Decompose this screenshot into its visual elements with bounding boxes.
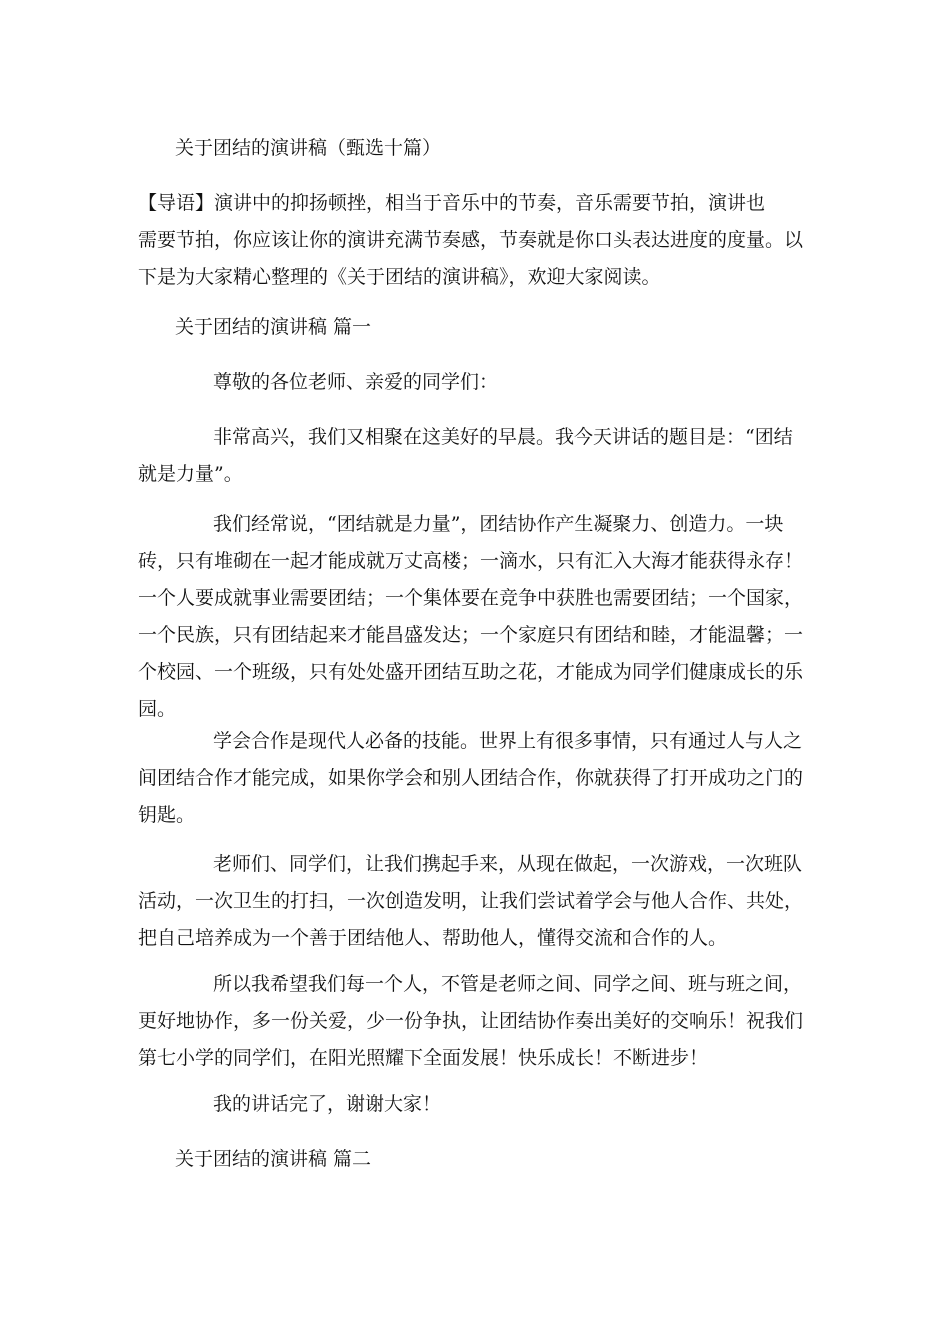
paragraph-5-line-2: 更好地协作，多一份关爱，少一份争执，让团结协作奏出美好的交响乐！祝我们 [138,1010,804,1032]
paragraph-3 [138,723,803,834]
paragraph-4-line-3: 把自己培养成为一个善于团结他人、帮助他人，懂得交流和合作的人。 [138,927,728,949]
paragraph-3-line-3: 钥匙。 [138,804,196,826]
paragraph-4-line-1: 老师们、同学们，让我们携起手来，从现在做起，一次游戏，一次班队 [213,853,803,875]
closing-line: 我的讲话完了，谢谢大家！ [213,1093,442,1115]
paragraph-2-line-2: 砖，只有堆砌在一起才能成就万丈高楼；一滴水，只有汇入大海才能获得永存！ [138,550,804,572]
paragraph-1-line-1: 非常高兴，我们又相聚在这美好的早晨。我今天讲话的题目是：“团结 [213,426,793,448]
paragraph-4-line-2: 活动，一次卫生的打扫，一次创造发明，让我们尝试着学会与他人合作、共处， [138,890,804,912]
paragraph-5-line-1: 所以我希望我们每一个人，不管是老师之间、同学之间、班与班之间， [213,973,803,995]
intro-line-1: 【导语】演讲中的抑扬顿挫，相当于音乐中的节奏，音乐需要节拍，演讲也 [138,192,766,214]
document-title: 关于团结的演讲稿（甄选十篇） [175,137,442,159]
paragraph-1-line-2: 就是力量”。 [138,463,243,485]
paragraph-3-line-1: 学会合作是现代人必备的技能。世界上有很多事情，只有通过人与人之 [213,730,803,752]
paragraph-2-line-5: 个校园、一个班级，只有处处盛开团结互助之花，才能成为同学们健康成长的乐 [138,661,804,683]
paragraph-2-line-3: 一个人要成就事业需要团结；一个集体要在竞争中获胜也需要团结；一个国家， [138,587,804,609]
paragraph-2-line-6: 园。 [138,698,177,720]
paragraph-4 [138,846,803,957]
paragraph-2 [138,506,803,728]
paragraph-2-line-4: 一个民族，只有团结起来才能昌盛发达；一个家庭只有团结和睦，才能温馨；一 [138,624,804,646]
paragraph-1 [138,419,793,493]
section-heading-2: 关于团结的演讲稿 篇二 [175,1148,372,1170]
paragraph-3-line-2: 间团结合作才能完成，如果你学会和别人团结合作，你就获得了打开成功之门的 [138,767,804,789]
paragraph-5 [138,966,803,1077]
intro-line-2: 需要节拍，你应该让你的演讲充满节奏感，节奏就是你口头表达进度的度量。以 [138,229,804,251]
paragraph-2-line-1: 我们经常说，“团结就是力量”，团结协作产生凝聚力、创造力。一块 [213,513,784,535]
intro-paragraph [138,185,803,296]
paragraph-5-line-3: 第七小学的同学们，在阳光照耀下全面发展！快乐成长！不断进步！ [138,1047,709,1069]
salutation: 尊敬的各位老师、亲爱的同学们： [213,371,499,393]
intro-line-3: 下是为大家精心整理的《关于团结的演讲稿》，欢迎大家阅读。 [138,266,661,288]
section-heading-1: 关于团结的演讲稿 篇一 [175,316,372,338]
